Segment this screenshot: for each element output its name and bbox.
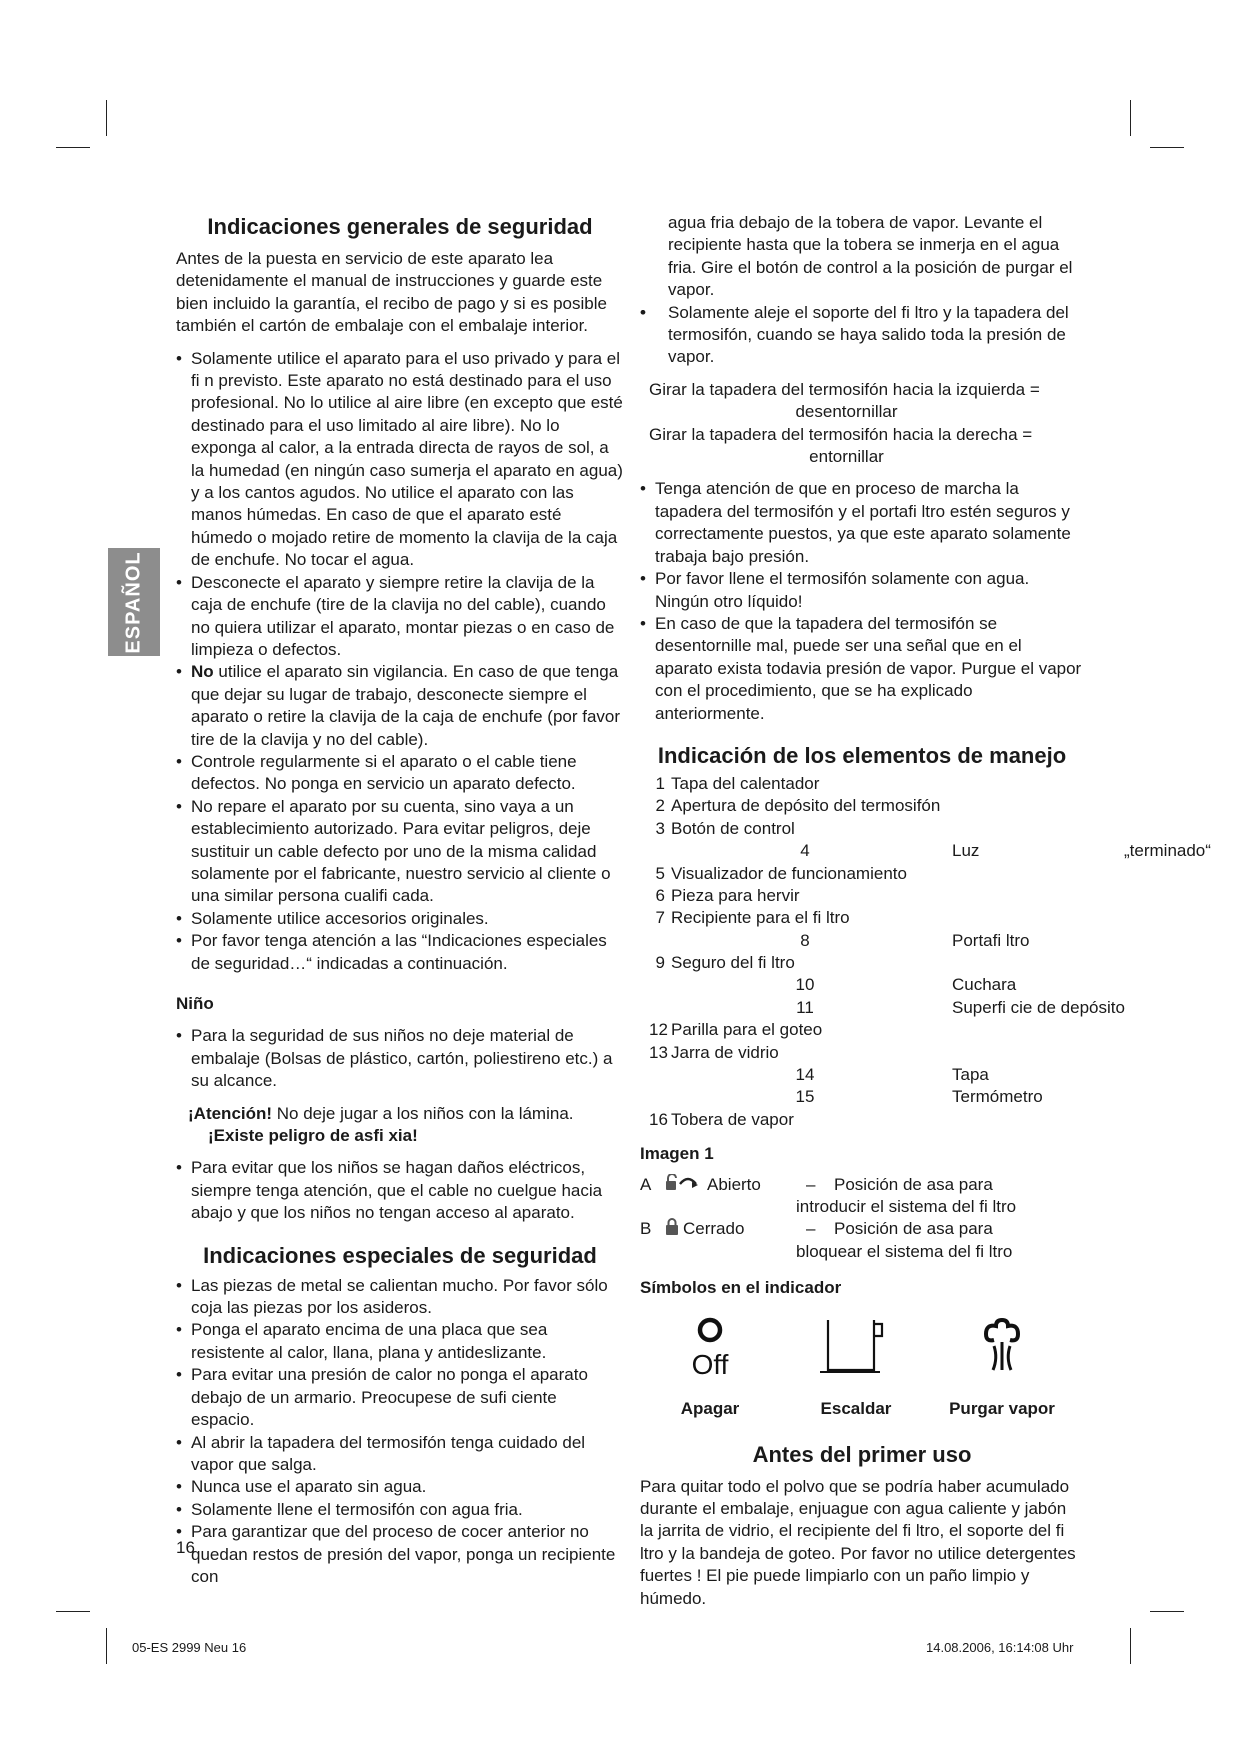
element-number: 11 xyxy=(796,997,814,1017)
element-item xyxy=(640,907,1084,929)
intro-paragraph: Antes de la puesta en servicio de este aparato lea detenidamente el manual de instrucciones y guarde este bien incluido la garantía, el recibo de pago y si es posible también el cartón de embalaje con el embalaje interior. xyxy=(176,249,607,336)
screw-left-result: desentornillar xyxy=(795,402,898,422)
position-a-label: Abierto xyxy=(707,1174,761,1194)
element-number: 6 xyxy=(655,885,665,905)
list-item: • Para evitar una presión de calor no ponga el aparato debajo de un armario. Preocupese de sufi ciente espacio. xyxy=(176,1364,624,1431)
element-item xyxy=(640,885,1084,907)
list-item: • Solamente utilice el aparato para el uso privado y para el fi n previsto. Este aparato no está destinado para el uso profesional. No lo utilice al aire libre (en excepto que esté destinado para el uso limitado al aire libre). No lo exponga al calor, a la entrada directa de rayos de sol, a la humedad (en ningún caso sumerja el aparato en agua) y a los cantos agudos. No utilice el aparato con las manos húmedas. En caso de que el aparato esté húmedo o mojado retire de momento la clavija de la caja de enchufe. No tocar el agua. xyxy=(176,348,624,572)
element-number: 9 xyxy=(655,953,665,973)
indicator-symbols xyxy=(640,1312,1084,1432)
list-item: • No repare el aparato por su cuenta, sino vaya a un establecimiento autorizado. Para evitar peligros, deje sustituir un cable defecto por uno de la misma calidad solamente por el fabricante, nuestro servicio al cliente o una similar persona cualifi cada. xyxy=(176,796,624,908)
heading-general-safety: Indicaciones generales de seguridad xyxy=(207,214,593,239)
position-b-row-2 xyxy=(640,1241,1084,1263)
list-item: • Al abrir la tapadera del termosifón tenga cuidado del vapor que salga. xyxy=(176,1432,624,1477)
element-item xyxy=(640,773,1084,795)
continued-list xyxy=(640,302,1084,369)
element-number: 1 xyxy=(655,773,665,793)
element-item xyxy=(640,930,1084,952)
crop-mark xyxy=(1130,1628,1131,1664)
symbol-steam-label: Purgar vapor xyxy=(949,1398,1055,1418)
position-b-dash: – xyxy=(806,1219,816,1239)
element-label: Portafi ltro xyxy=(952,930,1030,950)
position-a-row xyxy=(640,1174,1084,1196)
list-item: • Desconecte el aparato y siempre retire la clavija de la caja de enchufe (tire de la clavija no del cable), cuando no quiera utilizar el aparato, montar piezas o en caso de limpieza o defectos. xyxy=(176,572,624,662)
right-column xyxy=(640,212,1211,1610)
element-item xyxy=(640,1086,1084,1108)
off-icon-text: Off xyxy=(691,1348,729,1380)
attention-note xyxy=(176,1103,624,1125)
element-number: 12 xyxy=(649,1020,668,1040)
list-item xyxy=(640,302,1084,369)
element-item xyxy=(640,1109,1084,1131)
element-number: 5 xyxy=(655,863,665,883)
suffocation-warning: ¡Existe peligro de asfi xia! xyxy=(208,1126,418,1146)
crop-mark xyxy=(106,100,107,136)
element-number: 7 xyxy=(655,908,665,928)
element-item xyxy=(640,1019,1084,1041)
position-a-dash: – xyxy=(806,1174,816,1194)
position-a-row-2 xyxy=(640,1196,1084,1218)
before-first-use-text: Para quitar todo el polvo que se podría haber acumulado durante el embalaje, enjuague con agua caliente y jabón la jarrita de vidrio, el recipiente del fi ltro, el soporte del fi ltro y la bandeja de goteo. Por favor no utilice detergentes fuertes ! El pie puede limpiarlo con un paño limpio y húmedo. xyxy=(640,1476,1076,1608)
cup-icon xyxy=(814,1312,898,1382)
symbol-off xyxy=(640,1312,780,1418)
element-item xyxy=(640,795,1084,817)
list-item: • Por favor llene el termosifón solamente con agua. Ningún otro líquido! xyxy=(640,568,1084,613)
list-item: • Para garantizar que del proceso de cocer anterior no quedan restos de presión del vapor, ponga un recipiente con xyxy=(176,1521,624,1588)
element-label: Jarra de vidrio xyxy=(671,1042,779,1062)
screw-right-result: entornillar xyxy=(809,447,884,467)
language-tab xyxy=(108,548,160,656)
element-label: Luz xyxy=(952,841,980,861)
list-item: • Por favor tenga atención a las “Indicaciones especiales de seguridad…“ indicadas a continuación. xyxy=(176,930,624,975)
list-item: • Tenga atención de que en proceso de marcha la tapadera del termosifón y el portafi ltro estén seguros y correctamente puestos, ya que este aparato solamente trabaja bajo presión. xyxy=(640,478,1084,568)
attention-text: No deje jugar a los niños con la lámina. xyxy=(272,1103,574,1123)
element-number: 16 xyxy=(649,1109,668,1129)
list-item: • Para evitar que los niños se hagan daños eléctricos, siempre tenga atención, que el cable no cuelgue hacia abajo y que los niños no tengan acceso al aparato. xyxy=(176,1157,624,1224)
continued-text: agua fria debajo de la tobera de vapor. Levante el recipiente hasta que la tobera se inmerja en el agua fria. Gire el botón de control a la posición de purgar el vapor. xyxy=(668,213,1073,300)
footer-file-info: 05-ES 2999 Neu 16 xyxy=(132,1640,247,1655)
position-b-letter: B xyxy=(640,1219,652,1239)
element-label: Cuchara xyxy=(952,975,1017,995)
child-list-2 xyxy=(176,1157,624,1224)
position-a-letter: A xyxy=(640,1174,652,1194)
heading-before-first-use: Antes del primer uso xyxy=(752,1441,972,1467)
element-label: Recipiente para el fi ltro xyxy=(671,908,850,928)
screw-right-line: Girar la tapadera del termosifón hacia la derecha = xyxy=(649,424,1033,444)
element-label-extra: „terminado“ xyxy=(1124,841,1211,861)
element-item xyxy=(640,863,1084,885)
left-column xyxy=(176,212,624,1588)
footer-timestamp: 14.08.2006, 16:14:08 Uhr xyxy=(926,1640,1074,1655)
list-item: • Nunca use el aparato sin agua. xyxy=(176,1476,624,1498)
element-number: 15 xyxy=(795,1087,815,1107)
element-item xyxy=(640,818,1084,840)
attention-label: ¡Atención! xyxy=(188,1103,273,1123)
element-label: Tapa del calentador xyxy=(671,773,820,793)
element-item xyxy=(640,1064,1084,1086)
symbol-scald-label: Escaldar xyxy=(820,1398,892,1418)
element-label: Botón de control xyxy=(671,818,795,838)
bullet-mark: • • xyxy=(640,302,646,322)
element-number: 13 xyxy=(649,1042,668,1062)
heading-elements: Indicación de los elementos de manejo xyxy=(657,742,1067,768)
language-tab-label: ESPAÑOL xyxy=(122,550,145,654)
crop-mark xyxy=(56,147,90,148)
list-item: • Para la seguridad de sus niños no deje material de embalaje (Bolsas de plástico, cartón, poliestireno etc.) a su alcance. xyxy=(176,1025,624,1092)
list-item: • Controle regularmente si el aparato o el cable tiene defectos. No ponga en servicio un aparato defecto. xyxy=(176,751,624,796)
lock-icon xyxy=(664,1218,680,1242)
symbol-steam xyxy=(932,1312,1072,1418)
position-a-text: Posición de asa para xyxy=(834,1174,993,1194)
element-label: Parilla para el goteo xyxy=(671,1020,823,1040)
element-number: 3 xyxy=(655,818,665,838)
element-label: Tobera de vapor xyxy=(671,1109,794,1129)
position-b-row xyxy=(640,1218,1084,1240)
element-number: 10 xyxy=(795,975,815,995)
element-label: Apertura de depósito del termosifón xyxy=(671,796,941,816)
general-safety-list xyxy=(176,348,624,975)
list-item: • Las piezas de metal se calientan mucho. Por favor sólo coja las piezas por los asideros. xyxy=(176,1275,624,1320)
list-item xyxy=(176,661,624,751)
element-item xyxy=(640,840,1211,862)
position-b-text: Posición de asa para xyxy=(834,1219,993,1239)
screw-direction-note xyxy=(640,379,1084,469)
crop-mark xyxy=(1150,1611,1184,1612)
position-b-label: Cerrado xyxy=(683,1219,745,1239)
element-number: 14 xyxy=(795,1065,815,1085)
element-label: Pieza para hervir xyxy=(671,885,800,905)
steam-icon xyxy=(967,1312,1037,1382)
page-number: 16 xyxy=(176,1538,195,1557)
child-list xyxy=(176,1025,624,1092)
symbol-off-label: Apagar xyxy=(680,1398,740,1418)
no-supervision-text: utilice el aparato sin vigilancia. En caso de que tenga que dejar su lugar de trabajo, desconecte siempre el aparato o retire la clavija de la caja de enchufe (por favor tire de la clavija y no del cable). xyxy=(191,662,621,749)
element-item xyxy=(640,952,1084,974)
element-label: Superfi cie de depósito xyxy=(952,997,1125,1017)
heading-symbols: Símbolos en el indicador xyxy=(640,1278,842,1298)
list-item-text: Solamente aleje el soporte del fi ltro y la tapadera del termosifón, cuando se haya salido toda la presión de vapor. xyxy=(668,302,1069,367)
crop-mark xyxy=(106,1628,107,1664)
element-number: 4 xyxy=(800,841,810,861)
list-item: • Ponga el aparato encima de una placa que sea resistente al calor, llana, plana y antideslizante. xyxy=(176,1319,624,1364)
right-safety-list xyxy=(640,478,1084,724)
element-item xyxy=(640,997,1125,1019)
element-item xyxy=(640,974,1084,996)
list-item: • Solamente llene el termosifón con agua fria. xyxy=(176,1499,624,1521)
element-item xyxy=(640,1042,1084,1064)
element-label: Visualizador de funcionamiento xyxy=(671,863,907,883)
position-b-text-2: bloquear el sistema del fi ltro xyxy=(796,1241,1013,1261)
position-a-text-2: introducir el sistema del fi ltro xyxy=(796,1196,1017,1216)
list-item: • En caso de que la tapadera del termosifón se desentornille mal, puede ser una señal que en el aparato exista todavia presión de vapor. Purgue el vapor con el procedimiento, que se ha explicado anteriormente. xyxy=(640,613,1084,725)
element-number: 8 xyxy=(800,930,810,950)
symbol-scald xyxy=(786,1312,926,1418)
unlock-icon xyxy=(664,1174,706,1198)
element-label: Seguro del fi ltro xyxy=(671,953,795,973)
element-label: Tapa xyxy=(952,1065,989,1085)
crop-mark xyxy=(1150,147,1184,148)
heading-special-safety: Indicaciones especiales de seguridad xyxy=(203,1242,597,1268)
no-emphasis: No xyxy=(191,662,214,682)
crop-mark xyxy=(1130,100,1131,136)
crop-mark xyxy=(56,1611,90,1612)
element-label: Termómetro xyxy=(952,1087,1043,1107)
element-number: 2 xyxy=(655,796,665,816)
heading-image-1: Imagen 1 xyxy=(640,1144,714,1164)
elements-list xyxy=(640,773,1211,1131)
list-item: • Solamente utilice accesorios originales. xyxy=(176,908,624,930)
heading-child: Niño xyxy=(176,994,214,1013)
screw-left-line: Girar la tapadera del termosifón hacia la izquierda = xyxy=(649,379,1040,399)
power-off-icon xyxy=(675,1312,745,1382)
special-safety-list xyxy=(176,1275,624,1589)
handle-positions xyxy=(640,1174,1084,1264)
